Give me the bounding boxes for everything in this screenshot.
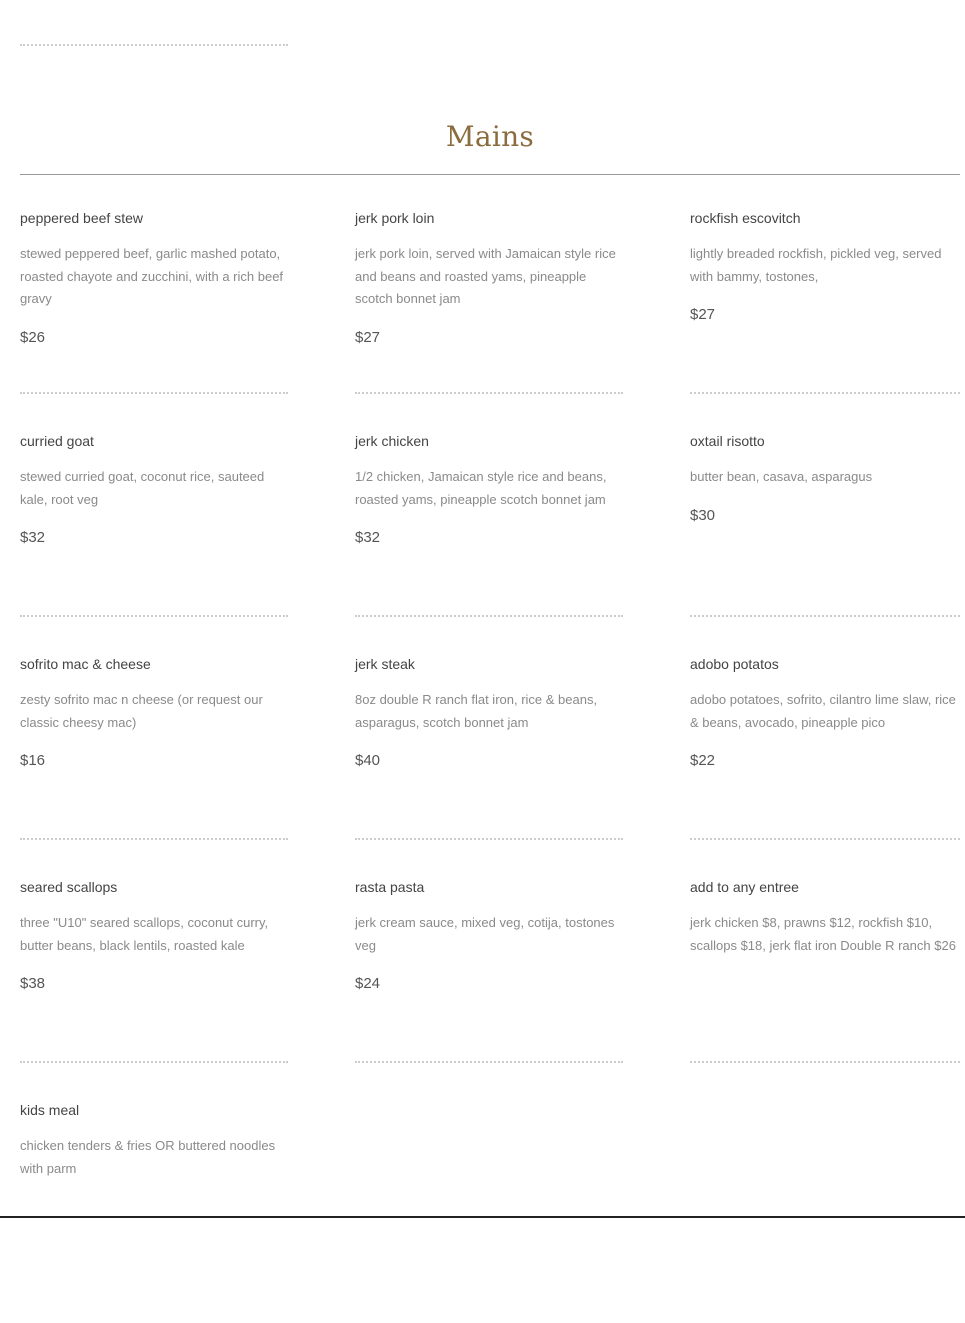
item-name: kids meal [20, 1102, 80, 1118]
menu-item-jerk-steak [355, 654, 623, 877]
item-description: chicken tenders & fries OR buttered noodles with parm [20, 1138, 276, 1176]
menu-grid [20, 208, 965, 1323]
item-price: $32 [355, 529, 381, 546]
item-name: sofrito mac & cheese [20, 656, 151, 672]
menu-item-kids-meal [20, 1100, 288, 1323]
item-name: rockfish escovitch [690, 210, 801, 226]
item-dotted-divider [355, 838, 623, 840]
menu-item-adobo-potatos [690, 654, 960, 877]
menu-item-curried-goat [20, 431, 288, 654]
item-price: $32 [20, 529, 46, 546]
item-name: jerk pork loin [355, 210, 435, 226]
item-price: $30 [690, 506, 716, 524]
menu-item-jerk-chicken [355, 431, 623, 654]
item-price: $26 [20, 328, 46, 346]
item-description: butter bean, casava, asparagus [690, 469, 873, 484]
item-price: $27 [355, 328, 381, 346]
item-dotted-divider [20, 615, 288, 617]
item-dotted-divider [690, 615, 960, 617]
item-description: three "U10" seared scallops, coconut curry, butter beans, black lentils, roasted kale [20, 915, 269, 953]
item-description: jerk cream sauce, mixed veg, cotija, tostones veg [355, 915, 615, 953]
item-name: adobo potatos [690, 656, 779, 672]
item-name: seared scallops [20, 879, 118, 895]
item-description: stewed curried goat, coconut rice, sauteed kale, root veg [20, 469, 265, 507]
item-description: 8oz double R ranch flat iron, rice & beans, asparagus, scotch bonnet jam [355, 692, 598, 730]
item-name: rasta pasta [355, 879, 425, 895]
item-price: $16 [20, 752, 46, 769]
top-dotted-divider [20, 44, 288, 46]
item-dotted-divider [690, 392, 960, 394]
menu-item-peppered-beef-stew [20, 208, 288, 431]
item-dotted-divider [355, 1061, 623, 1063]
item-name: peppered beef stew [20, 210, 143, 226]
item-dotted-divider [20, 392, 288, 394]
item-description: adobo potatoes, sofrito, cilantro lime slaw, rice & beans, avocado, pineapple pico [690, 692, 956, 730]
item-description: jerk pork loin, served with Jamaican style rice and beans and roasted yams, pineapple scotch bonnet jam [355, 246, 616, 306]
item-price: $22 [690, 752, 716, 769]
section-title: Mains [445, 120, 535, 153]
item-name: add to any entree [690, 879, 799, 895]
item-description: stewed peppered beef, garlic mashed potato, roasted chayote and zucchini, with a rich beef gravy [20, 246, 284, 306]
item-name: curried goat [20, 433, 94, 449]
menu-item-oxtail-risotto [690, 431, 960, 654]
item-name: jerk steak [355, 656, 415, 672]
item-price: $27 [690, 306, 716, 323]
item-name: oxtail risotto [690, 433, 765, 449]
menu-item-add-to-any-entree [690, 877, 960, 1100]
item-dotted-divider [690, 1061, 960, 1063]
item-dotted-divider [355, 615, 623, 617]
menu-item-sofrito-mac-cheese [20, 654, 288, 877]
section-rule [20, 174, 960, 175]
menu-item-jerk-pork-loin [355, 208, 623, 431]
item-price: $38 [20, 975, 46, 992]
item-description: jerk chicken $8, prawns $12, rockfish $10, scallops $18, jerk flat iron Double R ranch $26 [690, 915, 956, 953]
menu-item-rockfish-escovitch [690, 208, 960, 431]
item-dotted-divider [20, 1061, 288, 1063]
item-price: $24 [355, 975, 381, 992]
item-dotted-divider [355, 392, 623, 394]
item-dotted-divider [690, 838, 960, 840]
item-description: lightly breaded rockfish, pickled veg, served with bammy, tostones, [690, 246, 942, 284]
menu-item-rasta-pasta [355, 877, 623, 1100]
menu-item-seared-scallops [20, 877, 288, 1100]
item-description: zesty sofrito mac n cheese (or request our classic cheesy mac) [20, 692, 263, 730]
item-description: 1/2 chicken, Jamaican style rice and beans, roasted yams, pineapple scotch bonnet jam [355, 469, 607, 507]
item-dotted-divider [20, 838, 288, 840]
item-name: jerk chicken [355, 433, 429, 449]
item-price: $40 [355, 752, 381, 769]
bottom-rule [0, 1216, 965, 1218]
